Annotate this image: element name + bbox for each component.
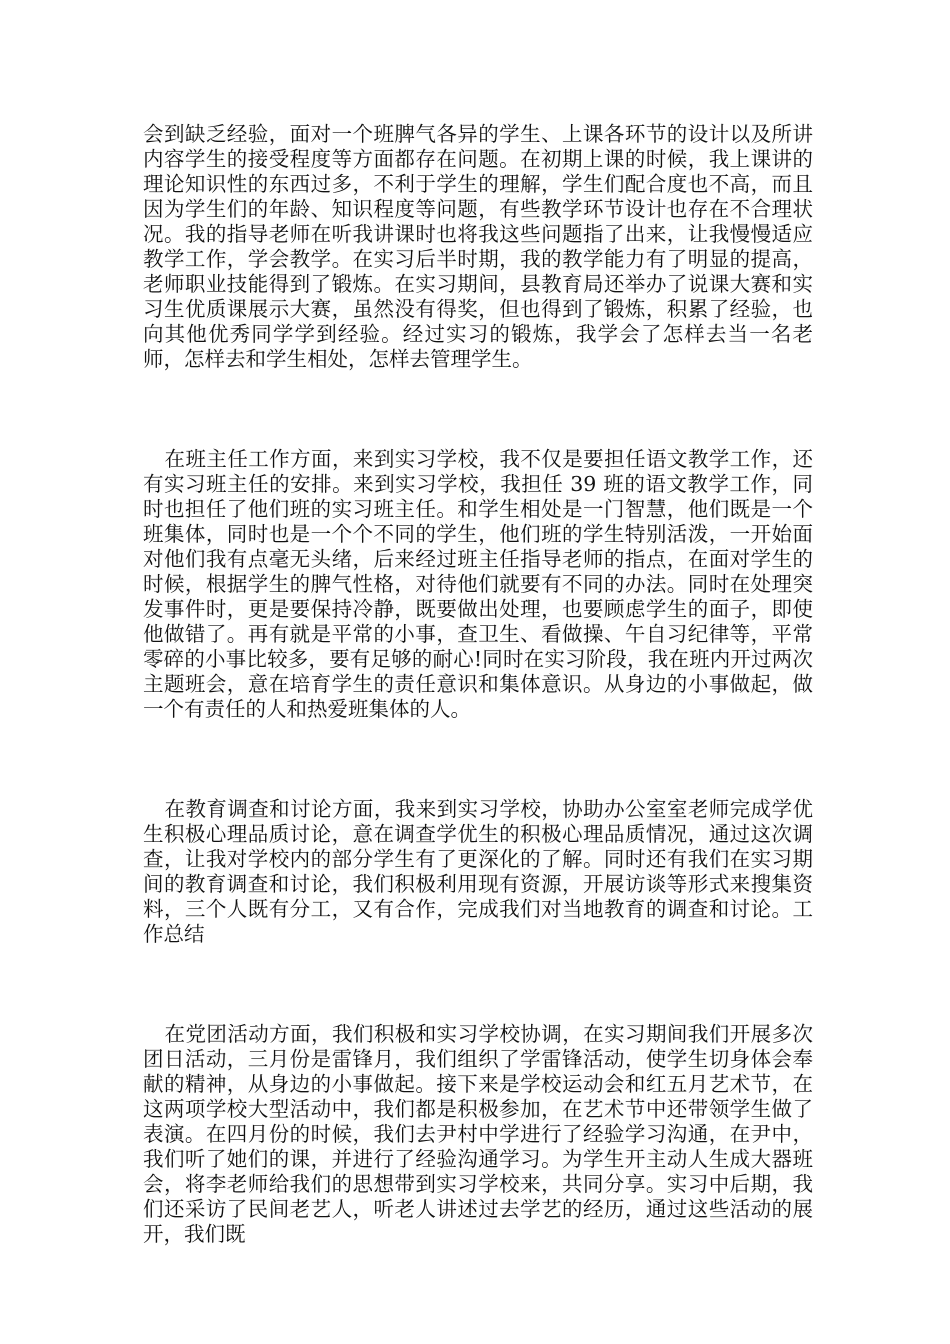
paragraph-spacer	[143, 372, 813, 447]
paragraph-education-survey: 在教育调查和讨论方面，我来到实习学校，协助办公室室老师完成学优生积极心理品质讨论，意在调查学优生的积极心理品质情况，通过这次调查，让我对学校内的部分学生有了更深化的了解。同时还有我们在实习期间的教育调查和讨论，我们积极利用现有资源，开展访谈等形式来搜集资料，三个人既有分工，又有合作，完成我们对当地教育的调查和讨论。工作总结	[143, 797, 813, 946]
paragraph-party-league-activities: 在党团活动方面，我们积极和实习学校协调，在实习期间我们开展多次团日活动，三月份是雷锋月，我们组织了学雷锋活动，使学生切身体会奉献的精神，从身边的小事做起。接下来是学校运动会和红五月艺术节，在这两项学校大型活动中，我们都是积极参加，在艺术节中还带领学生做了表演。在四月份的时候，我们去尹村中学进行了经验学习沟通，在尹中，我们听了她们的课，并进行了经验沟通学习。为学生开主动人生成大器班会，将李老师给我们的思想带到实习学校来，共同分享。实习中后期，我们还采访了民间老艺人，听老人讲述过去学艺的经历，通过这些活动的展开，我们既	[143, 1022, 813, 1246]
paragraph-teaching-experience: 会到缺乏经验，面对一个班脾气各异的学生、上课各环节的设计以及所讲内容学生的接受程度等方面都存在问题。在初期上课的时候，我上课讲的理论知识性的东西过多，不利于学生的理解，学生们配合度也不高，而且因为学生们的年龄、知识程度等问题，有些教学环节设计也存在不合理状况。我的指导老师在听我讲课时也将我这些问题指了出来，让我慢慢适应教学工作，学会教学。在实习后半时期，我的教学能力有了明显的提高，老师职业技能得到了锻炼。在实习期间，县教育局还举办了说课大赛和实习生优质课展示大赛，虽然没有得奖，但也得到了锻炼，积累了经验，也向其他优秀同学学到经验。经过实习的锻炼，我学会了怎样去当一名老师，怎样去和学生相处，怎样去管理学生。	[143, 122, 813, 371]
paragraph-spacer	[143, 947, 813, 1022]
paragraph-spacer	[143, 722, 813, 797]
document-body	[143, 122, 813, 1247]
paragraph-class-teacher-work: 在班主任工作方面，来到实习学校，我不仅是要担任语文教学工作，还有实习班主任的安排。来到实习学校，我担任 39 班的语文教学工作，同时也担任了他们班的实习班主任。和学生相处是一门智慧，他们既是一个班集体，同时也是一个个不同的学生，他们班的学生特别活泼，一开始面对他们我有点毫无头绪，后来经过班主任指导老师的指点，在面对学生的时候，根据学生的脾气性格，对待他们就要有不同的办法。同时在处理突发事件时，更是要保持冷静，既要做出处理，也要顾虑学生的面子，即使他做错了。再有就是平常的小事，查卫生、看做操、午自习纪律等，平常零碎的小事比较多，要有足够的耐心!同时在实习阶段，我在班内开过两次主题班会，意在培育学生的责任意识和集体意识。从身边的小事做起，做一个有责任的人和热爱班集体的人。	[143, 447, 813, 721]
